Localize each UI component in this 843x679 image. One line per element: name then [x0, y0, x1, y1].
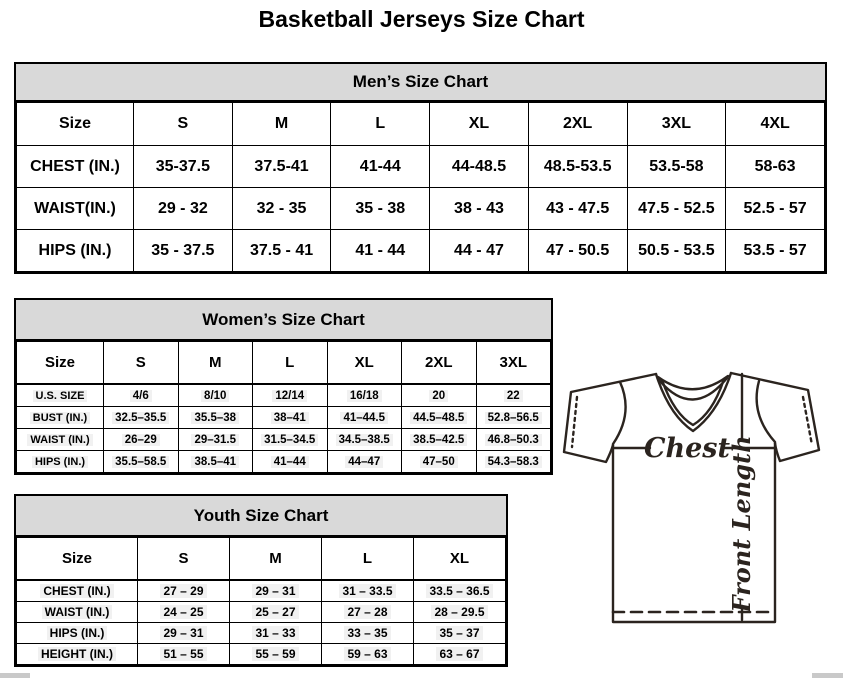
measurement-label-cell	[17, 146, 134, 188]
cell-text: 8/10	[201, 390, 229, 402]
cell-text: 12/14	[272, 390, 307, 402]
measurement-value-cell	[528, 188, 627, 230]
cell-text: 44–47	[345, 456, 383, 468]
measurement-value-cell	[178, 429, 253, 451]
measurement-value-cell	[476, 384, 551, 407]
measurement-value-cell	[138, 644, 230, 665]
measurement-value-cell	[253, 429, 328, 451]
measurement-value-cell	[322, 602, 414, 623]
measurement-label-cell	[17, 451, 104, 473]
jersey-left-seam	[613, 382, 626, 444]
measurement-label-cell	[17, 384, 104, 407]
youth-data-row	[17, 602, 506, 623]
measurement-value-cell	[253, 384, 328, 407]
cell-text: 27 – 29	[160, 584, 206, 598]
cell-text: 38 - 43	[454, 199, 504, 217]
measurement-label-cell	[17, 580, 138, 602]
size-header-cell: XL	[430, 103, 529, 146]
size-header-cell: 3XL	[476, 342, 551, 385]
measurement-value-cell	[414, 623, 506, 644]
measurement-value-cell	[402, 384, 477, 407]
size-corner-cell: Size	[17, 342, 104, 385]
size-header-cell: L	[322, 538, 414, 581]
cell-text: 53.5 - 57	[743, 241, 807, 259]
measurement-value-cell	[178, 407, 253, 429]
mens-header-row	[17, 103, 825, 146]
measurement-value-cell	[134, 188, 233, 230]
youth-data-row	[17, 580, 506, 602]
mens-data-row	[17, 230, 825, 272]
measurement-value-cell	[331, 188, 430, 230]
youth-chart-title: Youth Size Chart	[16, 496, 506, 537]
womens-size-table	[16, 341, 551, 473]
measurement-value-cell	[726, 188, 825, 230]
youth-header-row	[17, 538, 506, 581]
measurement-value-cell	[627, 146, 726, 188]
cell-text: 33 – 35	[344, 626, 390, 640]
cell-text: 35 - 38	[355, 199, 406, 217]
measurement-value-cell	[322, 644, 414, 665]
cell-text: 47.5 - 52.5	[638, 199, 715, 217]
cell-text: 58-63	[754, 157, 796, 175]
measurement-label-cell	[17, 644, 138, 665]
measurement-value-cell	[414, 602, 506, 623]
measurement-value-cell	[414, 580, 506, 602]
measurement-value-cell	[430, 146, 529, 188]
cell-text: 44 - 47	[454, 241, 504, 259]
cell-text: 27 – 28	[344, 605, 390, 619]
measurement-value-cell	[726, 146, 825, 188]
measurement-value-cell	[230, 580, 322, 602]
left-cuff-dashed-line	[572, 397, 577, 447]
womens-header-row	[17, 342, 551, 385]
cell-text: 16/18	[347, 390, 382, 402]
cell-text: 41–44.5	[340, 412, 388, 424]
measurement-value-cell	[327, 407, 402, 429]
measurement-value-cell	[430, 188, 529, 230]
measurement-value-cell	[104, 384, 179, 407]
measurement-label-cell	[17, 407, 104, 429]
cell-text: 29 – 31	[252, 584, 298, 598]
cell-text: 38.5–42.5	[410, 434, 467, 446]
womens-data-row	[17, 384, 551, 407]
size-header-cell: M	[232, 103, 331, 146]
cell-text: 59 – 63	[344, 647, 390, 661]
measurement-value-cell	[476, 429, 551, 451]
cell-text: HIPS (IN.)	[32, 456, 88, 468]
measurement-value-cell	[528, 230, 627, 272]
cell-text: 46.8–50.3	[485, 434, 542, 446]
measurement-value-cell	[627, 230, 726, 272]
cell-text: 31 – 33	[252, 626, 298, 640]
cell-text: 44.5–48.5	[410, 412, 467, 424]
size-header-cell: XL	[414, 538, 506, 581]
mens-size-table	[16, 102, 825, 272]
measurement-value-cell	[430, 230, 529, 272]
mens-chart-title: Men’s Size Chart	[16, 64, 825, 102]
womens-size-chart	[14, 298, 553, 475]
cell-text: CHEST (IN.)	[30, 157, 120, 175]
measurement-value-cell	[230, 644, 322, 665]
measurement-label-cell	[17, 188, 134, 230]
measurement-value-cell	[414, 644, 506, 665]
measurement-value-cell	[726, 230, 825, 272]
size-header-cell: 4XL	[726, 103, 825, 146]
cell-text: 43 - 47.5	[546, 199, 610, 217]
front-length-label: Front Length	[727, 435, 756, 613]
measurement-value-cell	[230, 602, 322, 623]
cell-text: 32 - 35	[256, 199, 307, 217]
size-header-cell: S	[134, 103, 233, 146]
measurement-value-cell	[322, 580, 414, 602]
cell-text: 52.5 - 57	[743, 199, 807, 217]
cell-text: WAIST(IN.)	[34, 199, 116, 217]
cell-text: 41 - 44	[355, 241, 406, 259]
cell-text: 33.5 – 36.5	[426, 584, 492, 598]
measurement-value-cell	[402, 407, 477, 429]
cell-text: HEIGHT (IN.)	[38, 647, 116, 661]
youth-data-row	[17, 623, 506, 644]
cell-text: 34.5–38.5	[336, 434, 393, 446]
cell-text: 44-48.5	[451, 157, 507, 175]
cell-text: U.S. SIZE	[33, 390, 88, 402]
cell-text: 63 – 67	[436, 647, 482, 661]
cell-text: 53.5-58	[649, 157, 704, 175]
womens-chart-title: Women’s Size Chart	[16, 300, 551, 341]
youth-size-chart	[14, 494, 508, 667]
size-corner-cell: Size	[17, 103, 134, 146]
size-header-cell: L	[331, 103, 430, 146]
cell-text: 35 – 37	[436, 626, 482, 640]
measurement-value-cell	[327, 384, 402, 407]
cell-text: 20	[429, 390, 448, 402]
cell-text: 29–31.5	[191, 434, 239, 446]
measurement-label-cell	[17, 230, 134, 272]
cell-text: 25 – 27	[252, 605, 298, 619]
measurement-value-cell	[138, 580, 230, 602]
measurement-value-cell	[134, 146, 233, 188]
measurement-value-cell	[232, 230, 331, 272]
measurement-value-cell	[253, 451, 328, 473]
scrollbar-fragment-left[interactable]	[0, 673, 30, 678]
cell-text: CHEST (IN.)	[40, 584, 113, 598]
youth-data-row	[17, 644, 506, 665]
measurement-value-cell	[104, 407, 179, 429]
measurement-value-cell	[402, 429, 477, 451]
cell-text: 54.3–58.3	[485, 456, 542, 468]
measurement-value-cell	[178, 451, 253, 473]
size-header-cell: M	[178, 342, 253, 385]
youth-size-table	[16, 537, 506, 665]
cell-text: 55 – 59	[252, 647, 298, 661]
measurement-value-cell	[331, 230, 430, 272]
cell-text: 41–44	[271, 456, 309, 468]
cell-text: 28 – 29.5	[431, 605, 487, 619]
jersey-measurement-diagram	[556, 366, 834, 634]
measurement-label-cell	[17, 602, 138, 623]
cell-text: 52.8–56.5	[485, 412, 542, 424]
size-header-cell: 2XL	[528, 103, 627, 146]
measurement-value-cell	[178, 384, 253, 407]
measurement-value-cell	[402, 451, 477, 473]
cell-text: 47 - 50.5	[546, 241, 610, 259]
cell-text: 32.5–35.5	[112, 412, 169, 424]
womens-data-row	[17, 451, 551, 473]
cell-text: 35.5–58.5	[112, 456, 169, 468]
cell-text: 51 – 55	[160, 647, 206, 661]
measurement-value-cell	[104, 429, 179, 451]
cell-text: 47–50	[420, 456, 458, 468]
measurement-value-cell	[627, 188, 726, 230]
womens-data-row	[17, 429, 551, 451]
jersey-right-seam	[757, 381, 775, 442]
measurement-value-cell	[331, 146, 430, 188]
cell-text: 29 – 31	[160, 626, 206, 640]
size-header-cell: S	[104, 342, 179, 385]
cell-text: 29 - 32	[157, 199, 208, 217]
cell-text: 48.5-53.5	[543, 157, 612, 175]
cell-text: 35.5–38	[191, 412, 239, 424]
size-header-cell: 3XL	[627, 103, 726, 146]
scrollbar-fragment-right[interactable]	[812, 673, 843, 678]
cell-text: 4/6	[130, 390, 152, 402]
cell-text: 38–41	[271, 412, 309, 424]
measurement-value-cell	[232, 146, 331, 188]
measurement-value-cell	[528, 146, 627, 188]
cell-text: WAIST (IN.)	[42, 605, 113, 619]
size-header-cell: M	[230, 538, 322, 581]
cell-text: HIPS (IN.)	[47, 626, 108, 640]
page-title: Basketball Jerseys Size Chart	[258, 6, 585, 32]
measurement-value-cell	[104, 451, 179, 473]
measurement-value-cell	[138, 602, 230, 623]
cell-text: 26–29	[122, 434, 160, 446]
measurement-label-cell	[17, 429, 104, 451]
cell-text: BUST (IN.)	[30, 412, 90, 424]
measurement-value-cell	[327, 429, 402, 451]
cell-text: 38.5–41	[191, 456, 239, 468]
cell-text: 37.5-41	[254, 157, 309, 175]
measurement-value-cell	[322, 623, 414, 644]
cell-text: 31 – 33.5	[339, 584, 395, 598]
measurement-value-cell	[327, 451, 402, 473]
cell-text: 35-37.5	[155, 157, 210, 175]
size-corner-cell: Size	[17, 538, 138, 581]
size-header-cell: S	[138, 538, 230, 581]
measurement-value-cell	[230, 623, 322, 644]
cell-text: 22	[504, 390, 523, 402]
measurement-value-cell	[476, 451, 551, 473]
womens-data-row	[17, 407, 551, 429]
measurement-value-cell	[476, 407, 551, 429]
chest-label: Chest	[644, 433, 730, 464]
cell-text: WAIST (IN.)	[27, 434, 92, 446]
measurement-value-cell	[253, 407, 328, 429]
cell-text: 50.5 - 53.5	[638, 241, 715, 259]
mens-data-row	[17, 188, 825, 230]
mens-data-row	[17, 146, 825, 188]
cell-text: 37.5 - 41	[249, 241, 314, 259]
mens-size-chart	[14, 62, 827, 274]
measurement-value-cell	[232, 188, 331, 230]
cell-text: HIPS (IN.)	[38, 241, 112, 259]
cell-text: 41-44	[359, 157, 401, 175]
size-header-cell: XL	[327, 342, 402, 385]
measurement-value-cell	[134, 230, 233, 272]
size-header-cell: L	[253, 342, 328, 385]
cell-text: 24 – 25	[160, 605, 206, 619]
measurement-label-cell	[17, 623, 138, 644]
cell-text: 35 - 37.5	[151, 241, 215, 259]
measurement-value-cell	[138, 623, 230, 644]
cell-text: 31.5–34.5	[261, 434, 318, 446]
size-header-cell: 2XL	[402, 342, 477, 385]
